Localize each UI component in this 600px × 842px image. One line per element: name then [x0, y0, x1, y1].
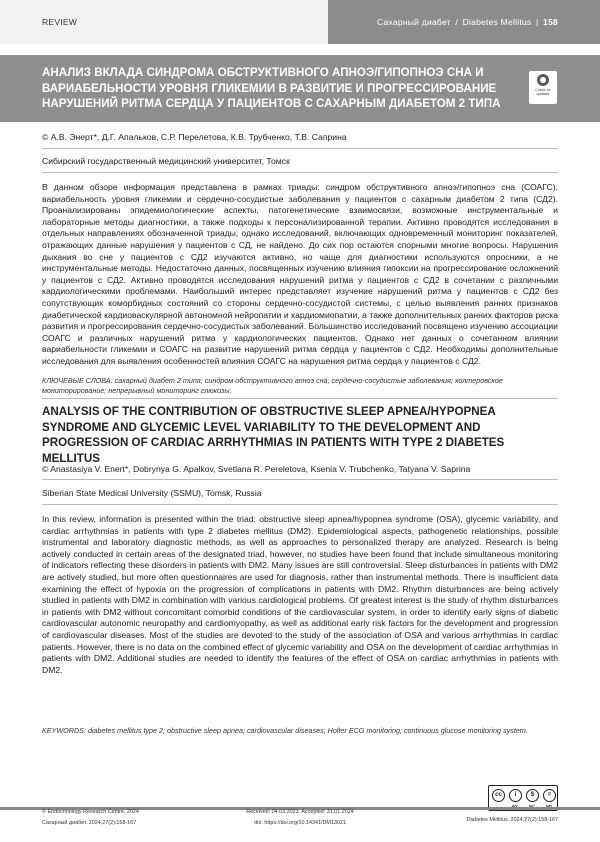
- check-for-updates-icon: [537, 74, 549, 86]
- title-band-ru: [0, 55, 600, 122]
- separator: |: [536, 17, 539, 27]
- divider: [42, 479, 558, 480]
- divider: [42, 172, 558, 173]
- authors-en: © Anastasiya V. Enert*, Dobrynya G. Apalkov, Svetlana R. Pereletova, Ksenia V. Trubchenko, Tatyana V. Saprina: [42, 464, 471, 474]
- keywords-en: [42, 726, 558, 736]
- journal-name-ru: Сахарный диабет: [376, 17, 451, 27]
- by-icon: i: [509, 789, 522, 802]
- footer-middle: [220, 809, 380, 826]
- check-for-updates-text: Check for updates: [535, 88, 551, 97]
- cc-icon: cc: [492, 789, 505, 802]
- article-title-ru: АНАЛИЗ ВКЛАДА СИНДРОМА ОБСТРУКТИВНОГО АПНОЭ/ГИПОПНОЭ СНА И ВАРИАБЕЛЬНОСТИ УРОВНЯ ГЛИКЕМИИ В РАЗВИТИЕ И ПРОГРЕССИРОВАНИЕ НАРУШЕНИЙ РИТМА СЕРДЦА У ПАЦИЕНТОВ С САХАРНЫМ ДИАБЕТОМ 2 ТИПА: [42, 66, 501, 111]
- page-number: 158: [543, 17, 558, 27]
- separator: /: [455, 17, 458, 27]
- keywords-text-ru: сахарный диабет 2 типа; синдром обструктивного апноэ сна; сердечно-сосудистые заболевания; холтеровское мониторирование; непрерывный мониторинг глюкозы.: [42, 376, 503, 395]
- keywords-label-ru: КЛЮЧЕВЫЕ СЛОВА:: [42, 376, 113, 385]
- journal-name-en: Diabetes Mellitus: [462, 17, 532, 27]
- footer-dates: Received: 04.03.2023. Accepted: 31.01.2024: [246, 809, 354, 815]
- keywords-text-en: diabetes mellitus type 2; obstructive sleep apnea; cardiovascular diseases; Holter ECG monitoring; continuous glucose monitoring system.: [87, 726, 528, 735]
- header-left-bar: [0, 0, 328, 44]
- footer-left: [42, 809, 139, 826]
- keywords-label-en: KEYWORDS:: [42, 726, 86, 735]
- abstract-ru: В данном обзоре информация представлена в рамках триады: синдром обструктивного апноэ/гипопноэ сна (СОАГС), вариабельность уровня гликемии и сердечно-сосудистые заболевания у пациентов с сахарным диабетом 2 типа (СД2). Проанализированы эпидемиологические аспекты, патогенетические взаимосвязи, возможные инструментальные и лабораторные методы диагностики, а также подходы к персонализированной терапии. Активно проводятся исследования в отдельных направлениях обозначенной триады, однако исследований, включающих одновременный мониторинг показателей, отражающих данные нарушения у пациентов с СД, не найдено. До сих пор остаются спорными многие вопросы. Нарушения дыхания во сне у пациентов с СД2 изучаются активно, но чаще для диагностики используются опросники, а не инструментальные методы. Недостаточно данных, посвященных изучению влияния гипоксии на прогрессирование осложнений у пациентов с СД2. Активно проводятся исследования нарушений ритма у пациентов с СД2 в сочетании с различными кардиологическими проблемами. Наибольший интерес представляет изучение нарушений ритма у пациентов с СД2 без сопутствующих коморбидных состояний со стороны сердечно-сосудистой системы, с целью выявления ранних признаков диабетической кардиоваскулярной автономной нейропатии и кардиомиопатии, а также дополнительных ранних факторов риска развития и прогрессирования сердечно-сосудистых заболеваний. Большинство исследований посвящено изучению ассоциации СОАГС и различных нарушений ритма у кардиологических пациентов. Однако нет данных о сочетанном влиянии вариабельности гликемии и СОАГС на развитие нарушений ритма сердца у пациентов с СД2. Необходимы дополнительные исследования для выявления особенностей влияния СОАГС на нарушения ритма сердца у пациентов с СД2.: [42, 182, 558, 366]
- divider: [42, 398, 558, 399]
- journal-running-head: [377, 17, 558, 27]
- nd-icon: =: [543, 789, 556, 802]
- section-label: REVIEW: [42, 17, 78, 27]
- affiliation-ru: Сибирский государственный медицинский университет, Томск: [42, 156, 290, 166]
- footer-citation-ru: Сахарный диабет. 2024;27(2):158-167: [42, 819, 137, 826]
- header-right-bar: [328, 0, 600, 44]
- check-for-updates-badge[interactable]: [529, 71, 557, 104]
- keywords-ru: [42, 376, 558, 395]
- abstract-en: In this review, information is presented within the triad: obstructive sleep apnea/hypopnea syndrome (OSA), glycemic variability, and cardiac arrhythmias in patients with type 2 diabetes mellitus (DM2). Epidemiological aspects, pathogenetic relationships, possible instrumental and laboratory diagnostic methods, as well as approaches to personalized therapy are analyzed. Research is being actively conducted in certain areas of the designated triad, however, no studies have been found that include simultaneous monitoring of indicators reflecting these disorders in patients with DM2. Many issues are still controversial. Sleep disturbances in patients with DM2 are actively studied, but more often questionnaires are used for diagnosis, rather than instrumental methods. There is insufficient data examining the effect of hypoxia on the progression of complications in patients with DM2. Rhythm disturbances are being actively studied in patients with DM2 in combination with various cardiological problems. Of greatest interest is the study of rhythm disturbances in patients with DM2 without concomitant comorbid conditions of the cardiovascular system, in order to identify early signs of diabetic cardiovascular autonomic neuropathy and cardiomyopathy, as well as additional early risk factors for the development and progression of cardiovascular diseases. Most of the studies are devoted to the study of the association of OSA and various arrhythmias in cardiac patients. However, there is no data on the combined effect of glycemic variability and OSA on the development of cardiac arrhythmias in patients with DM2. Additional studies are needed to identify the features of the effect of OSA on cardiac arrhythmias in patients with DM2.: [42, 514, 558, 675]
- footer-copyright: © Endocrinology Research Centre, 2024: [42, 809, 139, 815]
- divider: [42, 148, 558, 149]
- divider: [42, 504, 558, 505]
- authors-ru: © А.В. Энерт*, Д.Г. Апальков, С.Р. Перелетова, К.В. Трубченко, Т.В. Саприна: [42, 132, 347, 142]
- nc-icon: $: [526, 789, 539, 802]
- footer-doi-link[interactable]: doi: https://doi.org/10.14341/DM13021: [254, 819, 346, 826]
- article-title-en: ANALYSIS OF THE CONTRIBUTION OF OBSTRUCTIVE SLEEP APNEA/HYPOPNEA SYNDROME AND GLYCEMIC LEVEL VARIABILITY TO THE DEVELOPMENT AND PROGRESSION OF CARDIAC ARRHYTHMIAS IN PATIENTS WITH TYPE 2 DIABETES MELLITUS: [42, 405, 505, 465]
- affiliation-en: Siberian State Medical University (SSMU), Tomsk, Russia: [42, 488, 262, 498]
- footer-citation-en: Diabetes Mellitus. 2024;27(2):158-167: [466, 817, 558, 823]
